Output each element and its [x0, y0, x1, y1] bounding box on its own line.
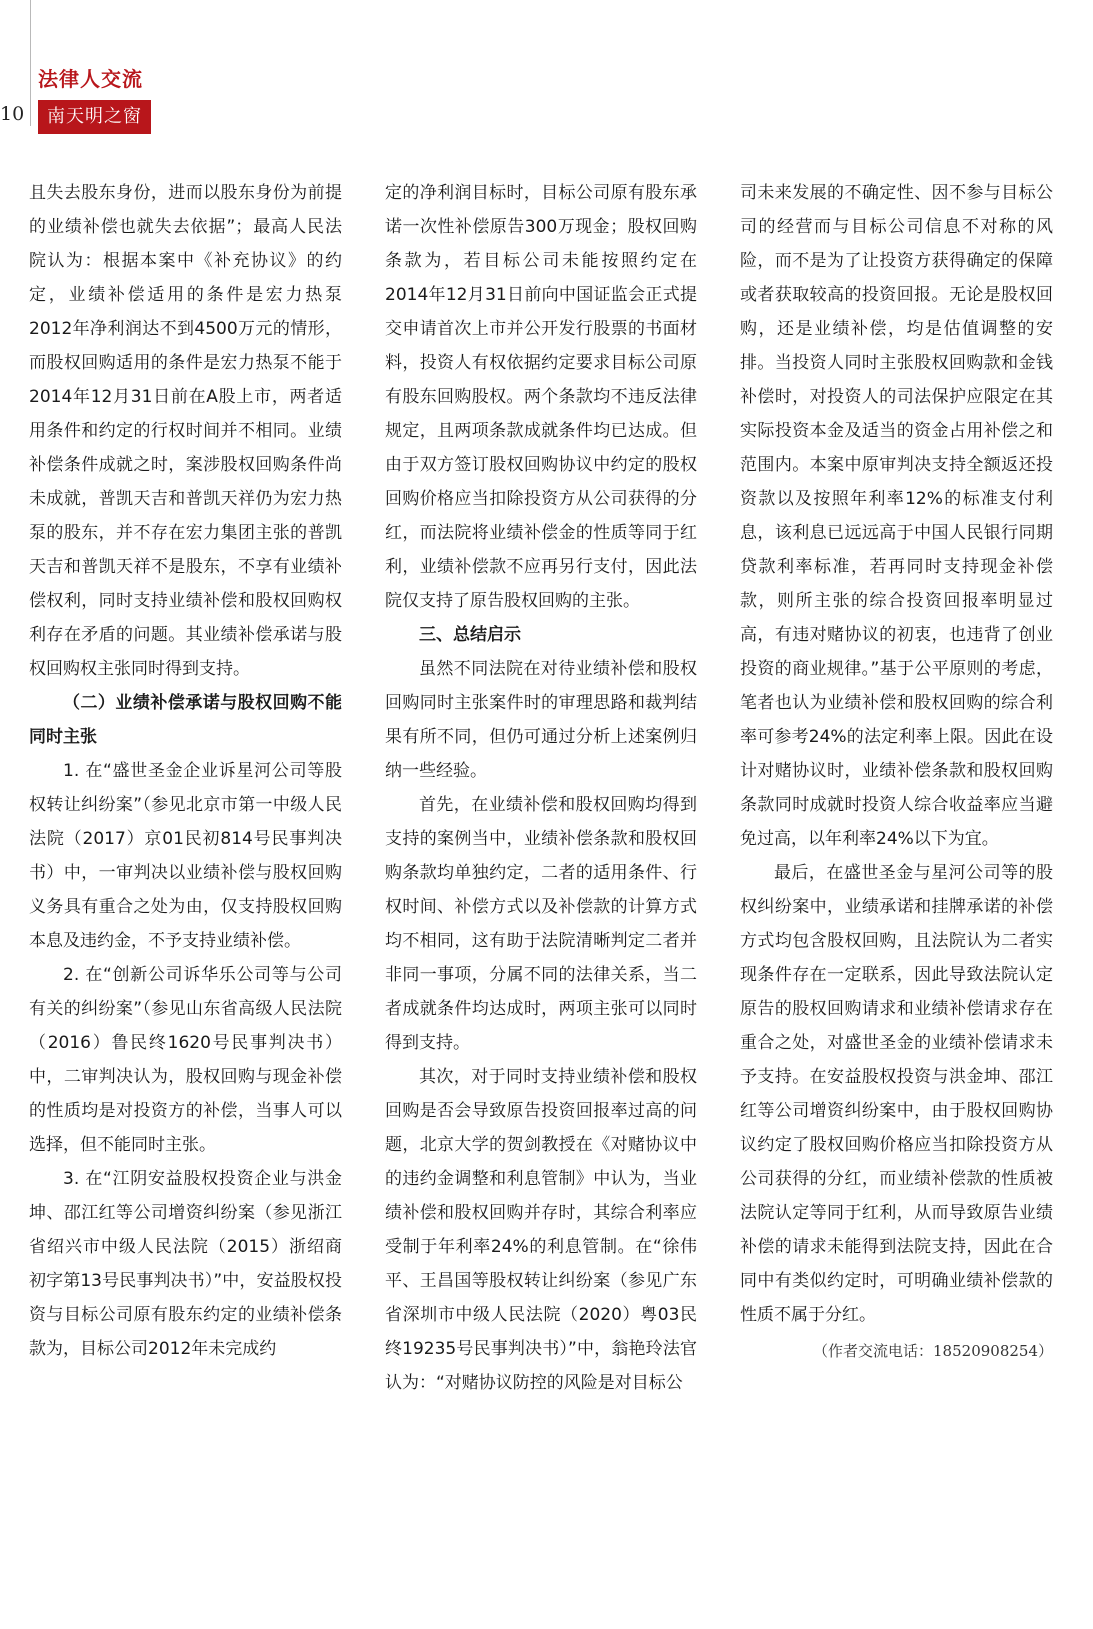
column-tag: 南天明之窗 — [38, 100, 151, 134]
section-heading: 三、总结启示 — [419, 625, 521, 645]
subheading: （二）业绩补偿承诺与股权回购不能同时主张 — [29, 693, 342, 747]
paragraph: 虽然不同法院在对待业绩补偿和股权回购同时主张案件时的审理思路和裁判结果有所不同，但仍可通过分析上述案例归纳一些经验。 — [385, 659, 697, 781]
paragraph: 最后，在盛世圣金与星河公司等的股权纠纷案中，业绩承诺和挂牌承诺的补偿方式均包含股权回购，且法院认为二者实现条件存在一定联系，因此导致法院认定原告的股权回购请求和业绩补偿请求存在重合之处，对盛世圣金的业绩补偿请求未予支持。在安益股权投资与洪金坤、邵江红等公司增资纠纷案中，由于股权回购协议约定了股权回购价格应当扣除投资方从公司获得的分红，而业绩补偿款的性质被法院认定等同于红利，从而导致原告业绩补偿的请求未能得到法院支持，因此在合同中有类似约定时，可明确业绩补偿款的性质不属于分红。 — [740, 863, 1053, 1325]
author-contact: （作者交流电话：18520908254） — [813, 1342, 1053, 1360]
header-rule — [30, 0, 31, 126]
paragraph: 1. 在“盛世圣金企业诉星河公司等股权转让纠纷案”（参见北京市第一中级人民法院（2017）京01民初814号民事判决书）中，一审判决以业绩补偿与股权回购义务具有重合之处为由，仅支持股权回购本息及违约金，不予支持业绩补偿。 — [29, 761, 342, 951]
paragraph: 且失去股东身份，进而以股东身份为前提的业绩补偿也就失去依据”；最高人民法院认为：根据本案中《补充协议》的约定，业绩补偿适用的条件是宏力热泵2012年净利润达不到4500万元的情形，而股权回购适用的条件是宏力热泵不能于2014年12月31日前在A股上市，两者适用条件和约定的行权时间并不相同。业绩补偿条件成就之时，案涉股权回购条件尚未成就，普凯天吉和普凯天祥仍为宏力热泵的股东，并不存在宏力集团主张的普凯天吉和普凯天祥不是股东，不享有业绩补偿权利，同时支持业绩补偿和股权回购权利存在矛盾的问题。其业绩补偿承诺与股权回购权主张同时得到支持。 — [29, 183, 342, 679]
text-column-1 — [29, 176, 342, 1366]
text-column-3 — [740, 176, 1053, 1368]
paragraph: 定的净利润目标时，目标公司原有股东承诺一次性补偿原告300万现金；股权回购条款为，若目标公司未能按照约定在2014年12月31日前向中国证监会正式提交申请首次上市并公开发行股票的书面材料，投资人有权依据约定要求目标公司原有股东回购股权。两个条款均不违反法律规定，且两项条款成就条件均已达成。但由于双方签订股权回购协议中约定的股权回购价格应当扣除投资方从公司获得的分红，而法院将业绩补偿金的性质等同于红利，业绩补偿款不应再另行支付，因此法院仅支持了原告股权回购的主张。 — [385, 183, 697, 611]
paragraph: 司未来发展的不确定性、因不参与目标公司的经营而与目标公司信息不对称的风险，而不是为了让投资方获得确定的保障或者获取较高的投资回报。无论是股权回购，还是业绩补偿，均是估值调整的安排。当投资人同时主张股权回购款和金钱补偿时，对投资人的司法保护应限定在其实际投资本金及适当的资金占用补偿之和范围内。本案中原审判决支持全额返还投资款以及按照年利率12%的标准支付利息，该利息已远远高于中国人民银行同期贷款利率标准，若再同时支持现金补偿款，则所主张的综合投资回报率明显过高，有违对赌协议的初衷，也违背了创业投资的商业规律。”基于公平原则的考虑，笔者也认为业绩补偿和股权回购的综合利率可参考24%的法定利率上限。因此在设计对赌协议时，业绩补偿条款和股权回购条款同时成就时投资人综合收益率应当避免过高，以年利率24%以下为宜。 — [740, 183, 1053, 849]
paragraph: 3. 在“江阴安益股权投资企业与洪金坤、邵江红等公司增资纠纷案（参见浙江省绍兴市中级人民法院（2015）浙绍商初字第13号民事判决书）”中，安益股权投资与目标公司原有股东约定的业绩补偿条款为，目标公司2012年未完成约 — [29, 1169, 342, 1359]
section-title: 法律人交流 — [38, 67, 143, 91]
text-column-2 — [385, 176, 697, 1400]
paragraph: 2. 在“创新公司诉华乐公司等与公司有关的纠纷案”（参见山东省高级人民法院（2016）鲁民终1620号民事判决书）中，二审判决认为，股权回购与现金补偿的性质均是对投资方的补偿，当事人可以选择，但不能同时主张。 — [29, 965, 342, 1155]
paragraph: 其次，对于同时支持业绩补偿和股权回购是否会导致原告投资回报率过高的问题，北京大学的贺剑教授在《对赌协议中的违约金调整和利息管制》中认为，当业绩补偿和股权回购并存时，其综合利率应受制于年利率24%的利息管制。在“徐伟平、王昌国等股权转让纠纷案（参见广东省深圳市中级人民法院（2020）粤03民终19235号民事判决书）”中，翁艳玲法官认为：“对赌协议防控的风险是对目标公 — [385, 1067, 697, 1393]
page-number: 10 — [0, 103, 25, 125]
paragraph: 首先，在业绩补偿和股权回购均得到支持的案例当中，业绩补偿条款和股权回购条款均单独约定，二者的适用条件、行权时间、补偿方式以及补偿款的计算方式均不相同，这有助于法院清晰判定二者并非同一事项，分属不同的法律关系，当二者成就条件均达成时，两项主张可以同时得到支持。 — [385, 795, 697, 1053]
